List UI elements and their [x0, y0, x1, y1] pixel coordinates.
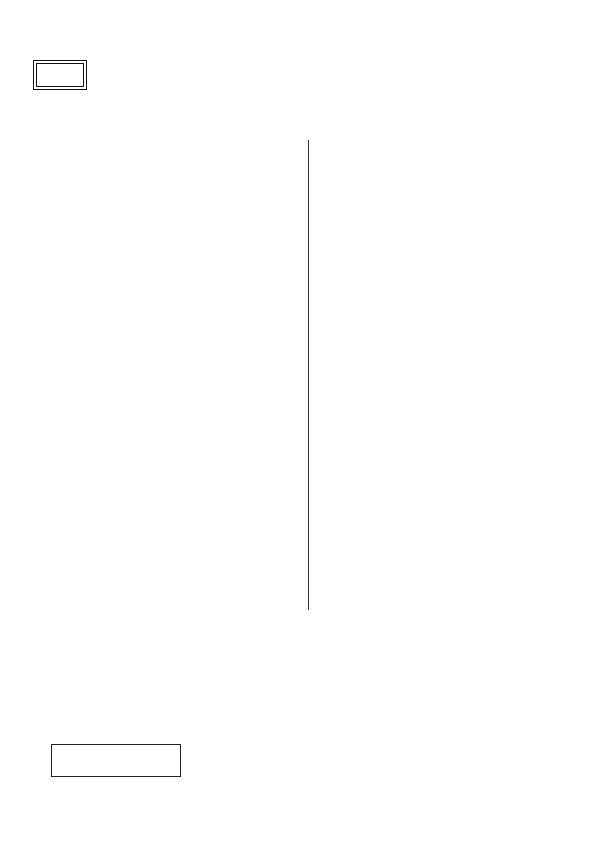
column-divider [308, 140, 309, 610]
board-name-note [51, 744, 181, 777]
model-label [36, 63, 84, 87]
